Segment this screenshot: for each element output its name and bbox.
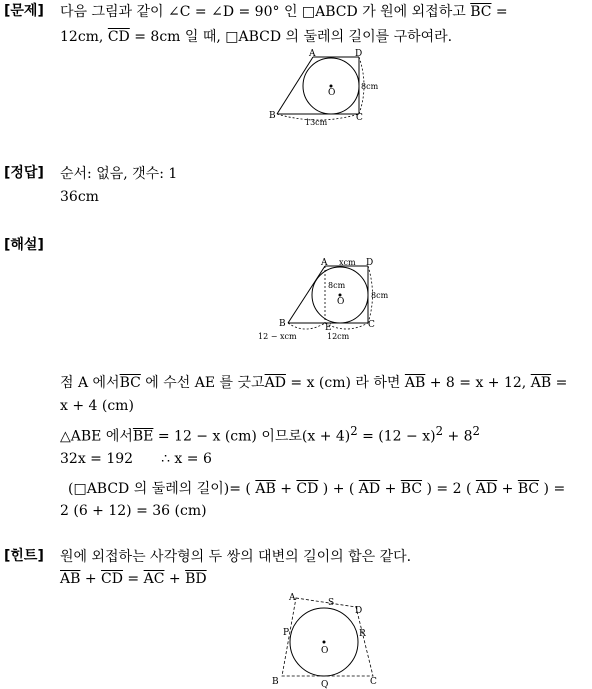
label-ad: xcm <box>339 258 356 267</box>
label-cd: 8cm <box>371 291 389 300</box>
label-b: B <box>272 677 279 687</box>
label-b: B <box>269 111 276 121</box>
label-p: P <box>283 628 290 638</box>
label-a: A <box>289 593 296 603</box>
label-ae: 8cm <box>328 281 346 290</box>
label-d: D <box>355 606 363 616</box>
problem-line-2: 12cm, $\overline{CD} = 8cm$ 일 때, □ABCD 의 둘레의 길이를 구하여라. <box>60 29 453 45</box>
hint-tag: [힌트] <box>4 548 44 564</box>
problem-tag: [문제] <box>4 3 44 19</box>
label-b: B <box>279 319 286 329</box>
hint-figure <box>267 590 387 689</box>
label-o: O <box>328 88 336 98</box>
label-o: O <box>321 646 329 656</box>
label-a: A <box>321 258 328 268</box>
label-d: D <box>355 49 363 59</box>
label-bc: 13cm <box>305 118 328 126</box>
label-cd: 8cm <box>361 82 379 91</box>
label-r: R <box>359 629 366 639</box>
label-c: C <box>370 677 377 687</box>
label-ec: 12cm <box>327 332 350 341</box>
solution-line-2: x + 4 (cm) <box>60 398 134 414</box>
answer-tag: [정답] <box>4 165 44 181</box>
label-o: O <box>337 297 345 307</box>
label-be: 12 − xcm <box>258 332 297 341</box>
label-c: C <box>356 113 363 123</box>
solution-line-1: 점 A 에서$\overline{BC}$ 에 수선 AE 를 긋고$\overline{AD} = x$ (cm) 라 하면 $\overline{AB} + 8 = x + 12$, $\overline{AB}$ = <box>60 375 568 391</box>
answer-line-2: 36cm <box>60 189 99 205</box>
answer-line-1: 순서: 없음, 갯수: 1 <box>60 166 178 182</box>
solution-line-5: (□ABCD 의 둘레의 길이)= ( $\overline{AB} + \overline{CD}$ ) + ( $\overline{AD} + \overline{BC}$ ) = 2 ( $\overline{AD} + \overline{BC}$ ) = <box>68 481 566 497</box>
solution-line-3: △ABE 에서$\overline{BE} = 12 - x$ (cm) 이므로$(x + 4)^2 = (12 - x)^2 + 8^2$ <box>60 424 480 445</box>
label-a: A <box>309 49 316 59</box>
label-c: C <box>368 320 375 330</box>
hint-line-2: $\overline{AB} + \overline{CD} = \overline{AC} + \overline{BD}$ <box>60 571 207 587</box>
hint-line-1: 원에 외접하는 사각형의 두 쌍의 대변의 길이의 합은 같다. <box>60 549 412 565</box>
solution-line-4: 32x = 192 ∴ x = 6 <box>60 451 212 467</box>
solution-figure <box>255 255 395 345</box>
solution-line-6: 2 (6 + 12) = 36 (cm) <box>60 503 207 519</box>
problem-figure <box>265 46 385 126</box>
label-e: E <box>325 323 332 333</box>
solution-tag: [해설] <box>4 237 44 253</box>
problem-line-1: 다음 그림과 같이 ∠C = ∠D = 90° 인 □ABCD 가 원에 외접하고 $\overline{BC}$ = <box>60 4 508 20</box>
label-s: S <box>328 598 335 608</box>
label-q: Q <box>321 680 329 689</box>
label-d: D <box>366 258 374 268</box>
